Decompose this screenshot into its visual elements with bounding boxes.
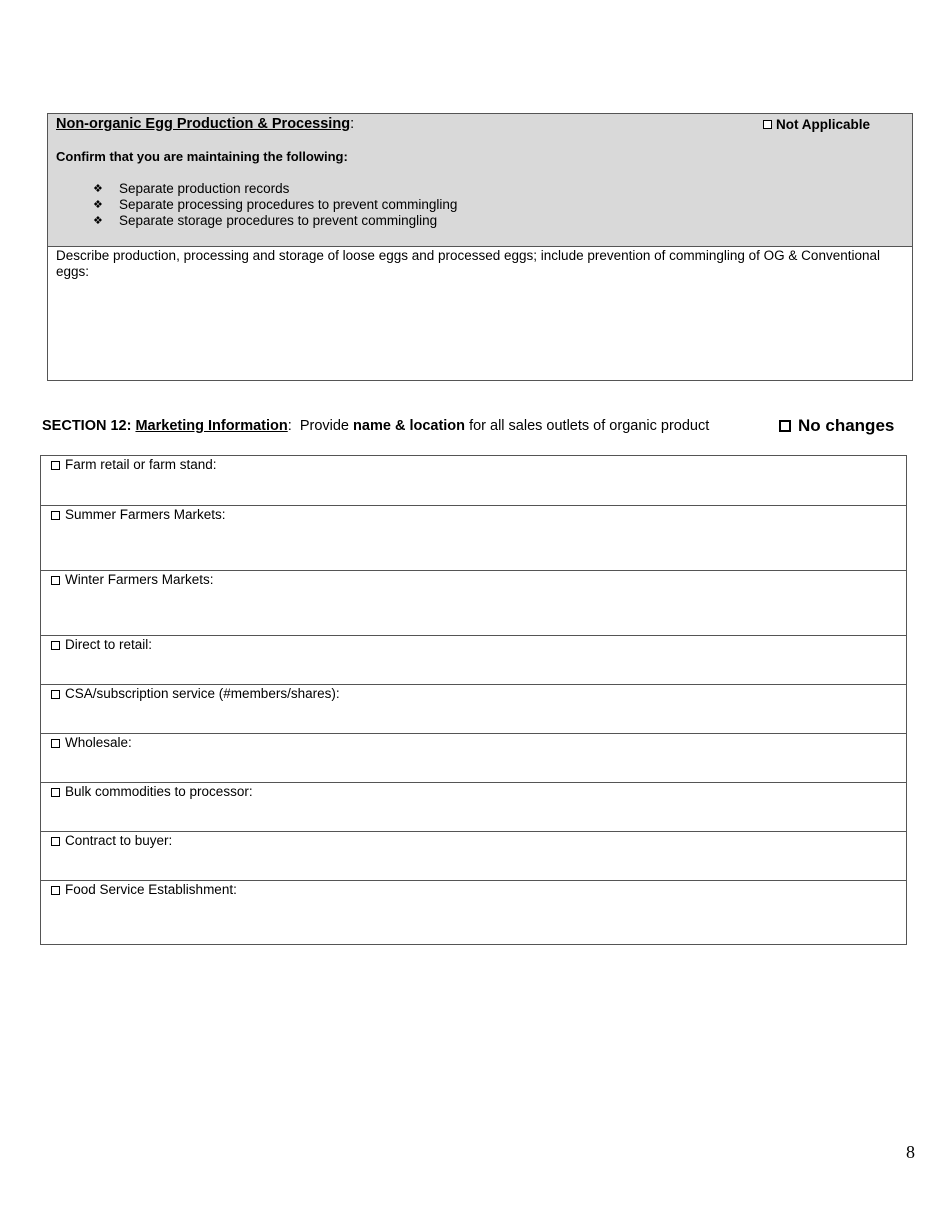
no-changes-checkbox[interactable] [779, 420, 791, 432]
bullet-text: Separate processing procedures to prevent commingling [119, 197, 458, 212]
section12-heading [42, 418, 709, 434]
list-item [93, 213, 457, 229]
confirm-heading: Confirm that you are maintaining the following: [56, 149, 348, 164]
egg-section-title [56, 116, 354, 132]
diamond-bullet-icon: ❖ [93, 183, 103, 195]
outlet-checkbox[interactable] [51, 641, 60, 650]
section12-provide: Provide [299, 418, 349, 434]
table-row[interactable] [41, 881, 906, 944]
diamond-bullet-icon: ❖ [93, 199, 103, 211]
outlet-label: Food Service Establishment: [65, 882, 237, 897]
not-applicable-option[interactable] [763, 117, 870, 132]
egg-title-colon: : [350, 116, 355, 132]
outlet-checkbox[interactable] [51, 690, 60, 699]
list-item [93, 197, 457, 213]
table-row[interactable] [41, 636, 906, 685]
egg-section-header [48, 114, 912, 247]
outlet-checkbox[interactable] [51, 886, 60, 895]
table-row[interactable] [41, 734, 906, 783]
table-row[interactable] [41, 685, 906, 734]
bullet-text: Separate storage procedures to prevent commingling [119, 213, 438, 228]
outlet-label: Winter Farmers Markets: [65, 572, 214, 587]
table-row[interactable] [41, 571, 906, 636]
outlet-label: Summer Farmers Markets: [65, 507, 226, 522]
outlet-checkbox[interactable] [51, 837, 60, 846]
no-changes-label: No changes [798, 416, 895, 435]
egg-production-section [47, 113, 913, 381]
outlet-label: Farm retail or farm stand: [65, 457, 217, 472]
outlet-label: Direct to retail: [65, 637, 153, 652]
outlet-label: Wholesale: [65, 735, 132, 750]
outlet-checkbox[interactable] [51, 788, 60, 797]
outlet-checkbox[interactable] [51, 511, 60, 520]
table-row[interactable] [41, 506, 906, 571]
confirm-list [93, 181, 457, 229]
outlet-label: Contract to buyer: [65, 833, 173, 848]
table-row[interactable] [41, 783, 906, 832]
outlet-checkbox[interactable] [51, 576, 60, 585]
page-number: 8 [906, 1142, 915, 1162]
outlet-checkbox[interactable] [51, 461, 60, 470]
section12-colon: : [287, 418, 292, 434]
describe-prompt: Describe production, processing and storage of loose eggs and processed eggs; include prevention of commingling of OG & Conventional eggs: [56, 248, 880, 279]
section12-label: SECTION 12: [42, 418, 132, 434]
not-applicable-label: Not Applicable [776, 117, 871, 132]
not-applicable-checkbox[interactable] [763, 120, 772, 129]
section12-rest-text: for all sales outlets of organic product [469, 418, 710, 434]
table-row[interactable] [41, 832, 906, 881]
outlet-label: CSA/subscription service (#members/shares): [65, 686, 340, 701]
sales-outlets-table [40, 455, 907, 945]
list-item [93, 181, 457, 197]
no-changes-option[interactable] [779, 416, 894, 436]
section12-title: Marketing Information [135, 418, 288, 434]
bullet-text: Separate production records [119, 181, 290, 196]
table-row[interactable] [41, 456, 906, 506]
outlet-label: Bulk commodities to processor: [65, 784, 253, 799]
outlet-checkbox[interactable] [51, 739, 60, 748]
section12-bold-text: name & location [353, 418, 466, 434]
diamond-bullet-icon: ❖ [93, 215, 103, 227]
egg-title-text: Non-organic Egg Production & Processing [56, 116, 351, 132]
